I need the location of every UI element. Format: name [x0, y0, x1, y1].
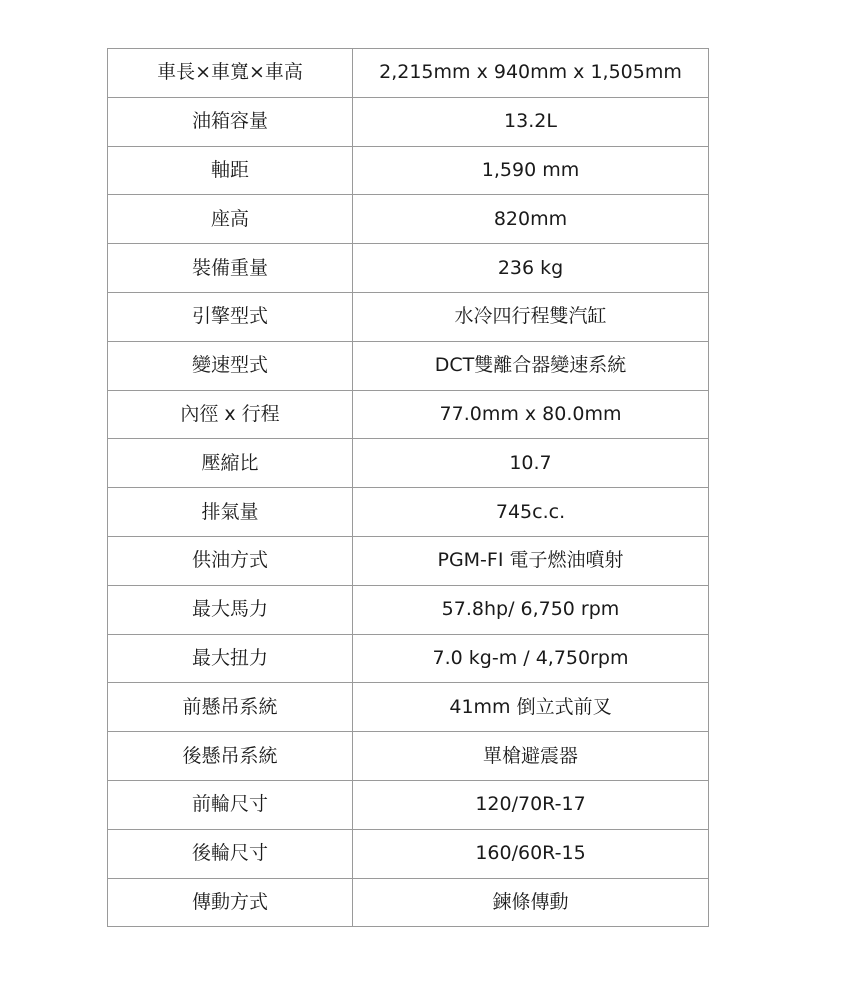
table-row: [108, 97, 709, 146]
spec-label: 油箱容量: [108, 97, 353, 146]
spec-value: 鍊條傳動: [353, 878, 709, 927]
spec-label: 座高: [108, 195, 353, 244]
spec-value: 120/70R-17: [353, 780, 709, 829]
spec-label: 內徑 x 行程: [108, 390, 353, 439]
table-row: [108, 439, 709, 488]
spec-label: 變速型式: [108, 341, 353, 390]
spec-label: 排氣量: [108, 488, 353, 537]
spec-value: 1,590 mm: [353, 146, 709, 195]
spec-table: [107, 48, 709, 927]
table-row: [108, 244, 709, 293]
spec-value: 77.0mm x 80.0mm: [353, 390, 709, 439]
table-row: [108, 780, 709, 829]
spec-label: 車長×車寬×車高: [108, 49, 353, 98]
table-row: [108, 683, 709, 732]
spec-label: 裝備重量: [108, 244, 353, 293]
spec-value: 820mm: [353, 195, 709, 244]
table-row: [108, 634, 709, 683]
spec-label: 前懸吊系統: [108, 683, 353, 732]
table-row: [108, 536, 709, 585]
spec-value: 單槍避震器: [353, 732, 709, 781]
spec-value: 57.8hp/ 6,750 rpm: [353, 585, 709, 634]
table-row: [108, 146, 709, 195]
spec-value: 236 kg: [353, 244, 709, 293]
spec-value: 13.2L: [353, 97, 709, 146]
table-row: [108, 732, 709, 781]
spec-value: 10.7: [353, 439, 709, 488]
table-row: [108, 585, 709, 634]
spec-label: 後懸吊系統: [108, 732, 353, 781]
spec-value: 160/60R-15: [353, 829, 709, 878]
spec-value: 41mm 倒立式前叉: [353, 683, 709, 732]
spec-label: 供油方式: [108, 536, 353, 585]
spec-value: 745c.c.: [353, 488, 709, 537]
spec-value: PGM-FI 電子燃油噴射: [353, 536, 709, 585]
table-row: [108, 292, 709, 341]
spec-value: DCT雙離合器變速系統: [353, 341, 709, 390]
spec-label: 壓縮比: [108, 439, 353, 488]
spec-table-body: [108, 49, 709, 927]
table-row: [108, 49, 709, 98]
spec-label: 前輪尺寸: [108, 780, 353, 829]
spec-label: 傳動方式: [108, 878, 353, 927]
table-row: [108, 829, 709, 878]
spec-value: 2,215mm x 940mm x 1,505mm: [353, 49, 709, 98]
spec-value: 水冷四行程雙汽缸: [353, 292, 709, 341]
spec-value: 7.0 kg-m / 4,750rpm: [353, 634, 709, 683]
table-row: [108, 390, 709, 439]
table-row: [108, 878, 709, 927]
table-row: [108, 195, 709, 244]
spec-label: 最大馬力: [108, 585, 353, 634]
spec-label: 後輪尺寸: [108, 829, 353, 878]
spec-label: 軸距: [108, 146, 353, 195]
spec-label: 最大扭力: [108, 634, 353, 683]
spec-label: 引擎型式: [108, 292, 353, 341]
table-row: [108, 488, 709, 537]
table-row: [108, 341, 709, 390]
